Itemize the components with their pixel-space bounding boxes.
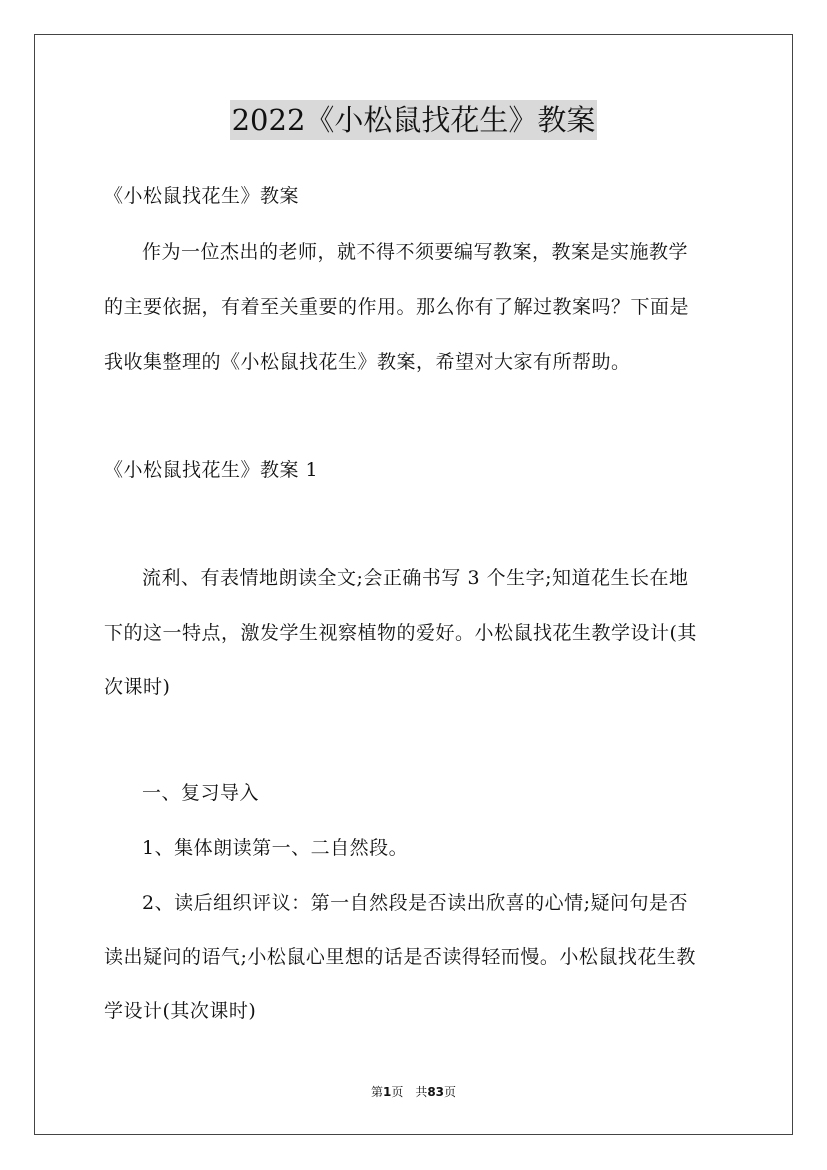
document-title: 2022《小松鼠找花生》教案	[230, 100, 598, 140]
step-2-line-3: 学设计(其次课时)	[104, 1000, 257, 1022]
intro-line-2: 的主要依据，有着至关重要的作用。那么你有了解过教案吗？下面是	[104, 296, 690, 318]
section-review-intro: 一、复习导入	[142, 782, 260, 804]
footer-page-prefix: 第	[370, 1085, 383, 1099]
step-2-line-2: 读出疑问的语气;小松鼠心里想的话是否读得轻而慢。小松鼠找花生教	[104, 946, 696, 968]
intro-line-3: 我收集整理的《小松鼠找花生》教案，希望对大家有所帮助。	[104, 351, 631, 373]
footer-page-number: 1	[382, 1085, 392, 1099]
step-2-line-1: 2、读后组织评议：第一自然段是否读出欣喜的心情;疑问句是否	[142, 892, 688, 914]
page-footer	[0, 1083, 827, 1100]
intro-line-1: 作为一位杰出的老师，就不得不须要编写教案，教案是实施教学	[142, 241, 689, 263]
goal-line-2: 下的这一特点，激发学生视察植物的爱好。小松鼠找花生教学设计(其	[104, 622, 697, 644]
title-container	[0, 100, 827, 140]
heading-lesson-plan: 《小松鼠找花生》教案	[104, 185, 300, 207]
footer-page-suffix: 页	[444, 1085, 457, 1099]
footer-page-mid: 页 共	[391, 1085, 428, 1099]
footer-total-pages: 83	[427, 1085, 445, 1099]
goal-line-1: 流利、有表情地朗读全文;会正确书写 3 个生字;知道花生长在地	[142, 567, 689, 589]
goal-line-3: 次课时)	[104, 676, 171, 698]
heading-lesson-plan-1: 《小松鼠找花生》教案 1	[104, 459, 319, 481]
step-1: 1、集体朗读第一、二自然段。	[142, 837, 409, 859]
